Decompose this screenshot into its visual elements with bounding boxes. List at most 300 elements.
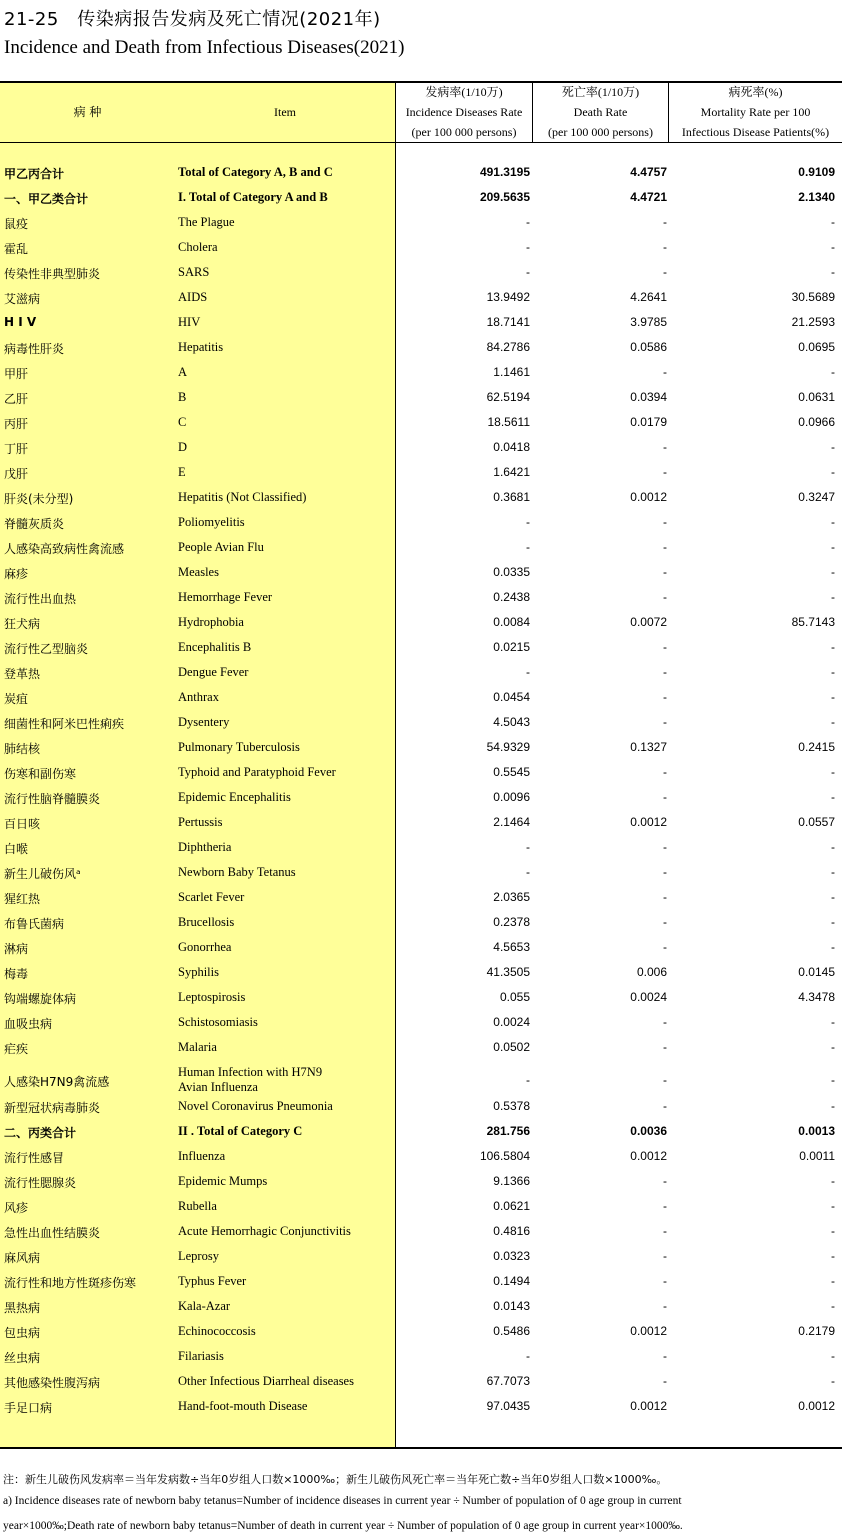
disease-name-en: Anthrax bbox=[178, 690, 219, 704]
incidence-rate-value: 0.2438 bbox=[493, 590, 530, 604]
death-rate-value: 4.2641 bbox=[630, 290, 667, 304]
table-row bbox=[0, 765, 842, 790]
disease-name-en: AIDS bbox=[178, 290, 208, 304]
header-mortality-unit: Infectious Disease Patients(%) bbox=[681, 125, 830, 139]
table-row bbox=[0, 590, 842, 615]
disease-name-en: Diphtheria bbox=[178, 840, 232, 854]
disease-name-cn: 淋病 bbox=[4, 942, 29, 956]
incidence-rate-value: 0.4816 bbox=[493, 1224, 530, 1238]
death-rate-value: - bbox=[663, 540, 667, 554]
mortality-rate-value: - bbox=[831, 640, 835, 654]
disease-name-en: HIV bbox=[178, 315, 201, 329]
table-row bbox=[0, 440, 842, 465]
death-rate-value: 0.0036 bbox=[630, 1124, 667, 1138]
mortality-rate-value: 30.5689 bbox=[791, 290, 835, 304]
death-rate-value: - bbox=[663, 465, 667, 479]
disease-name-cn: 麻风病 bbox=[4, 1251, 41, 1265]
disease-name-cn: 布鲁氏菌病 bbox=[4, 917, 65, 931]
death-rate-value: 0.0394 bbox=[630, 390, 667, 404]
disease-name-en: Leprosy bbox=[178, 1249, 219, 1263]
mortality-rate-value: - bbox=[831, 565, 835, 579]
death-rate-value: - bbox=[663, 1224, 667, 1238]
disease-name-en: Poliomyelitis bbox=[178, 515, 245, 529]
death-rate-value: - bbox=[663, 765, 667, 779]
death-rate-value: - bbox=[663, 1299, 667, 1313]
death-rate-value: - bbox=[663, 1274, 667, 1288]
table-row bbox=[0, 1249, 842, 1274]
mortality-rate-value: 0.2179 bbox=[798, 1324, 835, 1338]
disease-name-en: Acute Hemorrhagic Conjunctivitis bbox=[178, 1224, 351, 1238]
mortality-rate-value: - bbox=[831, 365, 835, 379]
disease-name-cn: 血吸虫病 bbox=[4, 1017, 53, 1031]
header-item-en: Item bbox=[274, 105, 296, 119]
incidence-rate-value: 13.9492 bbox=[486, 290, 530, 304]
disease-name-cn: 传染性非典型肺炎 bbox=[4, 267, 101, 281]
incidence-rate-value: 67.7073 bbox=[486, 1374, 530, 1388]
header-incidence-cn: 发病率(1/10万) bbox=[425, 85, 503, 99]
disease-name-cn: 登革热 bbox=[4, 667, 41, 681]
disease-name-en: C bbox=[178, 415, 187, 429]
disease-name-en: Hand-foot-mouth Disease bbox=[178, 1399, 308, 1413]
death-rate-value: 0.0024 bbox=[630, 990, 667, 1004]
death-rate-value: - bbox=[663, 440, 667, 454]
mortality-rate-value: - bbox=[831, 865, 835, 879]
table-row bbox=[0, 1374, 842, 1399]
death-rate-value: - bbox=[663, 690, 667, 704]
incidence-rate-value: 62.5194 bbox=[486, 390, 530, 404]
table-title-en: Incidence and Death from Infectious Diseases(2021) bbox=[4, 37, 405, 58]
death-rate-value: - bbox=[663, 665, 667, 679]
disease-name-cn: 流行性腮腺炎 bbox=[4, 1176, 77, 1190]
header-death-cn: 死亡率(1/10万) bbox=[561, 85, 640, 99]
disease-name-cn: 炭疽 bbox=[4, 692, 29, 706]
death-rate-value: - bbox=[663, 1040, 667, 1054]
footnote-cn: 注：新生儿破伤风发病率＝当年发病数÷当年0岁组人口数×1000‰；新生儿破伤风死亡率＝当年死亡数÷当年0岁组人口数×1000‰。 bbox=[3, 1473, 668, 1486]
death-rate-value: 3.9785 bbox=[630, 315, 667, 329]
header-mortality-en: Mortality Rate per 100 bbox=[700, 105, 811, 119]
death-rate-value: 0.006 bbox=[636, 965, 667, 979]
disease-name-cn: 艾滋病 bbox=[4, 292, 41, 306]
incidence-rate-value: 41.3505 bbox=[486, 965, 530, 979]
disease-name-en-line2: Avian Influenza bbox=[178, 1080, 258, 1094]
incidence-rate-value: 0.2378 bbox=[493, 915, 530, 929]
incidence-rate-value: 0.0096 bbox=[493, 790, 530, 804]
incidence-rate-value: 0.0335 bbox=[493, 565, 530, 579]
table-row bbox=[0, 840, 842, 865]
incidence-rate-value: 4.5043 bbox=[493, 715, 530, 729]
disease-name-en: Encephalitis B bbox=[178, 640, 252, 654]
death-rate-value: 0.1327 bbox=[630, 740, 667, 754]
mortality-rate-value: 0.0695 bbox=[798, 340, 835, 354]
disease-name-cn: 黑热病 bbox=[4, 1301, 41, 1315]
death-rate-value: - bbox=[663, 640, 667, 654]
table-row bbox=[0, 990, 842, 1015]
incidence-rate-value: 0.0215 bbox=[493, 640, 530, 654]
death-rate-value: - bbox=[663, 1349, 667, 1363]
disease-name-cn: 肝炎(未分型) bbox=[4, 492, 74, 506]
table-row bbox=[0, 690, 842, 715]
incidence-rate-value: 0.0502 bbox=[493, 1040, 530, 1054]
table-row bbox=[0, 1174, 842, 1199]
mortality-rate-value: - bbox=[831, 840, 835, 854]
disease-name-en: The Plague bbox=[178, 215, 235, 229]
incidence-rate-value: - bbox=[526, 1349, 530, 1363]
mortality-rate-value: - bbox=[831, 1099, 835, 1113]
mortality-rate-value: - bbox=[831, 1299, 835, 1313]
footnote-en-line1: a) Incidence diseases rate of newborn baby tetanus=Number of incidence diseases in current year ÷ Number of population of 0 age group in current bbox=[3, 1495, 682, 1507]
footnote-en-line2: year×1000‰;Death rate of newborn baby tetanus=Number of death in current year ÷ Number of population of 0 age group in current year×1000‰. bbox=[3, 1520, 683, 1532]
disease-name-cn: 风疹 bbox=[4, 1201, 29, 1215]
table-row bbox=[0, 740, 842, 765]
incidence-rate-value: - bbox=[526, 865, 530, 879]
death-rate-value: - bbox=[663, 1015, 667, 1029]
incidence-rate-value: 18.7141 bbox=[486, 315, 530, 329]
death-rate-value: - bbox=[663, 240, 667, 254]
mortality-rate-value: 0.0012 bbox=[798, 1399, 835, 1413]
disease-name-en: II . Total of Category C bbox=[178, 1124, 303, 1138]
table-row bbox=[0, 1299, 842, 1324]
disease-name-cn: 伤寒和副伤寒 bbox=[4, 767, 77, 781]
table-row bbox=[0, 390, 842, 415]
mortality-rate-value: 0.0145 bbox=[798, 965, 835, 979]
death-rate-value: 4.4757 bbox=[630, 165, 667, 179]
incidence-rate-value: - bbox=[526, 540, 530, 554]
disease-name-en: Echinococcosis bbox=[178, 1324, 256, 1338]
disease-name-cn: 手足口病 bbox=[4, 1401, 53, 1415]
table-row bbox=[0, 1065, 842, 1100]
incidence-rate-value: 97.0435 bbox=[486, 1399, 530, 1413]
disease-name-cn: 猩红热 bbox=[4, 892, 41, 906]
disease-name-en: Leptospirosis bbox=[178, 990, 246, 1004]
disease-name-en: B bbox=[178, 390, 187, 404]
mortality-rate-value: - bbox=[831, 1040, 835, 1054]
mortality-rate-value: - bbox=[831, 765, 835, 779]
death-rate-value: - bbox=[663, 215, 667, 229]
disease-name-cn: 流行性乙型脑炎 bbox=[4, 642, 89, 656]
table-row bbox=[0, 865, 842, 890]
mortality-rate-value: 21.2593 bbox=[791, 315, 835, 329]
table-row bbox=[0, 490, 842, 515]
table-row bbox=[0, 565, 842, 590]
disease-name-cn: 乙肝 bbox=[4, 392, 29, 406]
table-row bbox=[0, 265, 842, 290]
disease-name-en: Filariasis bbox=[178, 1349, 224, 1363]
mortality-rate-value: - bbox=[831, 1224, 835, 1238]
disease-name-cn: 霍乱 bbox=[4, 242, 29, 256]
incidence-rate-value: 0.5486 bbox=[493, 1324, 530, 1338]
incidence-rate-value: - bbox=[526, 1073, 530, 1087]
death-rate-value: - bbox=[663, 1249, 667, 1263]
table-row bbox=[0, 315, 842, 340]
incidence-rate-value: 106.5804 bbox=[479, 1149, 530, 1163]
disease-name-en: E bbox=[178, 465, 186, 479]
table-row bbox=[0, 215, 842, 240]
mortality-rate-value: - bbox=[831, 1274, 835, 1288]
death-rate-value: 0.0072 bbox=[630, 615, 667, 629]
mortality-rate-value: - bbox=[831, 540, 835, 554]
death-rate-value: 0.0012 bbox=[630, 490, 667, 504]
table-row bbox=[0, 1149, 842, 1174]
disease-name-cn: 肺结核 bbox=[4, 742, 41, 756]
disease-name-en: Brucellosis bbox=[178, 915, 235, 929]
table-row bbox=[0, 1124, 842, 1149]
mortality-rate-value: - bbox=[831, 1015, 835, 1029]
incidence-rate-value: 0.0454 bbox=[493, 690, 530, 704]
table-title-cn: 21-25 传染病报告发病及死亡情况(2021年) bbox=[4, 9, 381, 30]
incidence-rate-value: 0.5545 bbox=[493, 765, 530, 779]
disease-name-cn: 新型冠状病毒肺炎 bbox=[4, 1101, 101, 1115]
disease-name-cn: 丙肝 bbox=[4, 417, 29, 431]
disease-name-cn: 二、丙类合计 bbox=[4, 1126, 77, 1140]
mortality-rate-value: 4.3478 bbox=[798, 990, 835, 1004]
table-row bbox=[0, 1224, 842, 1249]
death-rate-value: - bbox=[663, 265, 667, 279]
disease-name-en: Malaria bbox=[178, 1040, 217, 1054]
disease-name-en: Total of Category A, B and C bbox=[178, 165, 333, 179]
disease-name-cn: 白喉 bbox=[4, 842, 29, 856]
disease-name-cn: 流行性出血热 bbox=[4, 592, 77, 606]
disease-name-cn: 流行性感冒 bbox=[4, 1151, 65, 1165]
disease-name-en: Scarlet Fever bbox=[178, 890, 245, 904]
disease-name-en: People Avian Flu bbox=[178, 540, 264, 554]
table-row bbox=[0, 1274, 842, 1299]
mortality-rate-value: - bbox=[831, 590, 835, 604]
header-incidence-unit: (per 100 000 persons) bbox=[411, 125, 517, 139]
disease-name-en: A bbox=[178, 365, 188, 379]
disease-name-cn: 戊肝 bbox=[4, 467, 29, 481]
mortality-rate-value: - bbox=[831, 665, 835, 679]
incidence-rate-value: 0.0084 bbox=[493, 615, 530, 629]
incidence-rate-value: 18.5611 bbox=[487, 415, 530, 429]
mortality-rate-value: 0.9109 bbox=[798, 165, 835, 179]
incidence-rate-value: 0.055 bbox=[499, 990, 530, 1004]
death-rate-value: 0.0586 bbox=[630, 340, 667, 354]
incidence-rate-value: 0.3681 bbox=[493, 490, 530, 504]
table-row bbox=[0, 415, 842, 440]
header-death-en: Death Rate bbox=[573, 105, 628, 119]
disease-name-en: Hepatitis bbox=[178, 340, 224, 354]
table-bottom-border bbox=[0, 1447, 842, 1449]
disease-name-cn: 脊髓灰质炎 bbox=[4, 517, 65, 531]
death-rate-value: - bbox=[663, 1099, 667, 1113]
table-row bbox=[0, 615, 842, 640]
mortality-rate-value: - bbox=[831, 940, 835, 954]
table-row bbox=[0, 665, 842, 690]
mortality-rate-value: 2.1340 bbox=[798, 190, 835, 204]
table-row bbox=[0, 465, 842, 490]
disease-name-cn: 梅毒 bbox=[4, 967, 29, 981]
table-row bbox=[0, 790, 842, 815]
table-row bbox=[0, 1324, 842, 1349]
death-rate-value: - bbox=[663, 790, 667, 804]
disease-name-en: Typhus Fever bbox=[178, 1274, 247, 1288]
death-rate-value: - bbox=[663, 1174, 667, 1188]
table-row bbox=[0, 915, 842, 940]
disease-name-cn: 丝虫病 bbox=[4, 1351, 41, 1365]
disease-name-cn: 狂犬病 bbox=[4, 617, 41, 631]
incidence-rate-value: - bbox=[526, 665, 530, 679]
death-rate-value: 0.0012 bbox=[630, 1149, 667, 1163]
mortality-rate-value: - bbox=[831, 265, 835, 279]
death-rate-value: - bbox=[663, 1073, 667, 1087]
table-row bbox=[0, 1040, 842, 1065]
mortality-rate-value: 0.3247 bbox=[798, 490, 835, 504]
table-row bbox=[0, 940, 842, 965]
disease-name-en: SARS bbox=[178, 265, 210, 279]
disease-name-en: Hemorrhage Fever bbox=[178, 590, 273, 604]
disease-name-cn: 细菌性和阿米巴性痢疾 bbox=[4, 717, 125, 731]
table-row bbox=[0, 640, 842, 665]
mortality-rate-value: - bbox=[831, 1073, 835, 1087]
incidence-rate-value: 0.0323 bbox=[493, 1249, 530, 1263]
mortality-rate-value: - bbox=[831, 1199, 835, 1213]
header-mortality-cn: 病死率(%) bbox=[728, 85, 783, 99]
disease-name-en: Epidemic Mumps bbox=[178, 1174, 268, 1188]
disease-name-en: Typhoid and Paratyphoid Fever bbox=[178, 765, 336, 779]
disease-name-cn: 钩端螺旋体病 bbox=[4, 992, 77, 1006]
disease-name-en: Epidemic Encephalitis bbox=[178, 790, 291, 804]
disease-name-cn: 麻疹 bbox=[4, 567, 29, 581]
incidence-rate-value: 0.5378 bbox=[493, 1099, 530, 1113]
disease-name-en: Dysentery bbox=[178, 715, 230, 729]
incidence-rate-value: 0.1494 bbox=[493, 1274, 530, 1288]
incidence-rate-value: 0.0621 bbox=[493, 1199, 530, 1213]
incidence-rate-value: 4.5653 bbox=[493, 940, 530, 954]
header-disease-cn: 病 种 bbox=[73, 105, 102, 119]
incidence-rate-value: 281.756 bbox=[486, 1124, 530, 1138]
mortality-rate-value: - bbox=[831, 440, 835, 454]
disease-name-cn: 病毒性肝炎 bbox=[4, 342, 65, 356]
disease-name-cn: 急性出血性结膜炎 bbox=[4, 1226, 101, 1240]
disease-name-en: Pertussis bbox=[178, 815, 223, 829]
table-row bbox=[0, 815, 842, 840]
disease-name-cn: 其他感染性腹泻病 bbox=[4, 1376, 101, 1390]
incidence-rate-value: - bbox=[526, 215, 530, 229]
table-row bbox=[0, 715, 842, 740]
death-rate-value: - bbox=[663, 940, 667, 954]
disease-name-cn: 一、甲乙类合计 bbox=[4, 192, 89, 206]
disease-name-cn: H I V bbox=[4, 315, 37, 329]
incidence-rate-value: 9.1366 bbox=[493, 1174, 530, 1188]
mortality-rate-value: 0.2415 bbox=[798, 740, 835, 754]
incidence-rate-value: - bbox=[526, 840, 530, 854]
disease-name-cn: 包虫病 bbox=[4, 1326, 41, 1340]
death-rate-value: - bbox=[663, 715, 667, 729]
disease-name-cn: 流行性脑脊髓膜炎 bbox=[4, 792, 101, 806]
table-row bbox=[0, 165, 842, 190]
mortality-rate-value: - bbox=[831, 240, 835, 254]
death-rate-value: 0.0012 bbox=[630, 815, 667, 829]
mortality-rate-value: 0.0557 bbox=[798, 815, 835, 829]
mortality-rate-value: - bbox=[831, 890, 835, 904]
incidence-rate-value: 2.0365 bbox=[493, 890, 530, 904]
death-rate-value: - bbox=[663, 840, 667, 854]
disease-name-en: Rubella bbox=[178, 1199, 217, 1213]
incidence-rate-value: 209.5635 bbox=[479, 190, 530, 204]
death-rate-value: - bbox=[663, 1199, 667, 1213]
table-row bbox=[0, 1199, 842, 1224]
mortality-rate-value: - bbox=[831, 515, 835, 529]
death-rate-value: - bbox=[663, 915, 667, 929]
disease-name-en: Schistosomiasis bbox=[178, 1015, 258, 1029]
disease-name-en: Influenza bbox=[178, 1149, 226, 1163]
incidence-rate-value: 491.3195 bbox=[479, 165, 530, 179]
mortality-rate-value: 0.0631 bbox=[798, 390, 835, 404]
incidence-rate-value: - bbox=[526, 265, 530, 279]
mortality-rate-value: 0.0966 bbox=[798, 415, 835, 429]
disease-name-en: Gonorrhea bbox=[178, 940, 232, 954]
incidence-rate-value: 2.1464 bbox=[493, 815, 530, 829]
disease-name-cn: 人感染高致病性禽流感 bbox=[4, 542, 125, 556]
mortality-rate-value: - bbox=[831, 1174, 835, 1188]
death-rate-value: - bbox=[663, 890, 667, 904]
mortality-rate-value: - bbox=[831, 465, 835, 479]
mortality-rate-value: - bbox=[831, 215, 835, 229]
disease-name-en: Syphilis bbox=[178, 965, 219, 979]
disease-name-en: Cholera bbox=[178, 240, 218, 254]
incidence-rate-value: 84.2786 bbox=[486, 340, 530, 354]
disease-name-en: Hydrophobia bbox=[178, 615, 244, 629]
mortality-rate-value: 0.0011 bbox=[799, 1149, 835, 1163]
table-row bbox=[0, 340, 842, 365]
mortality-rate-value: - bbox=[831, 915, 835, 929]
table-row bbox=[0, 515, 842, 540]
table-row bbox=[0, 240, 842, 265]
incidence-rate-value: 0.0024 bbox=[493, 1015, 530, 1029]
disease-name-cn: 新生儿破伤风ᵃ bbox=[4, 867, 81, 881]
disease-name-cn: 甲乙丙合计 bbox=[4, 167, 65, 181]
table-row bbox=[0, 1015, 842, 1040]
mortality-rate-value: 0.0013 bbox=[798, 1124, 835, 1138]
death-rate-value: - bbox=[663, 515, 667, 529]
mortality-rate-value: - bbox=[831, 1374, 835, 1388]
death-rate-value: 4.4721 bbox=[630, 190, 667, 204]
incidence-rate-value: 54.9329 bbox=[486, 740, 530, 754]
mortality-rate-value: - bbox=[831, 690, 835, 704]
incidence-rate-value: - bbox=[526, 240, 530, 254]
disease-name-en: D bbox=[178, 440, 188, 454]
disease-name-cn: 人感染H7N9禽流感 bbox=[4, 1075, 110, 1089]
header-death-unit: (per 100 000 persons) bbox=[548, 125, 653, 139]
table-row bbox=[0, 1349, 842, 1374]
death-rate-value: - bbox=[663, 565, 667, 579]
mortality-rate-value: 85.7143 bbox=[791, 615, 835, 629]
death-rate-value: 0.0012 bbox=[630, 1399, 667, 1413]
disease-name-cn: 流行性和地方性斑疹伤寒 bbox=[4, 1276, 137, 1290]
disease-name-cn: 丁肝 bbox=[4, 442, 29, 456]
disease-name-en: Hepatitis (Not Classified) bbox=[178, 490, 307, 504]
header-bottom-border bbox=[0, 142, 842, 143]
disease-name-en: Measles bbox=[178, 565, 219, 579]
table-row bbox=[0, 1399, 842, 1424]
disease-name-cn: 百日咳 bbox=[4, 817, 41, 831]
disease-name-cn: 疟疾 bbox=[4, 1042, 29, 1056]
incidence-rate-value: 0.0418 bbox=[493, 440, 530, 454]
death-rate-value: 0.0012 bbox=[630, 1324, 667, 1338]
death-rate-value: - bbox=[663, 1374, 667, 1388]
disease-name-cn: 鼠疫 bbox=[4, 217, 29, 231]
table-row bbox=[0, 1099, 842, 1124]
disease-name-en: Novel Coronavirus Pneumonia bbox=[178, 1099, 333, 1113]
table-row bbox=[0, 965, 842, 990]
table-row bbox=[0, 190, 842, 215]
death-rate-value: 0.0179 bbox=[630, 415, 667, 429]
death-rate-value: - bbox=[663, 590, 667, 604]
disease-name-en: Pulmonary Tuberculosis bbox=[178, 740, 300, 754]
death-rate-value: - bbox=[663, 865, 667, 879]
mortality-rate-value: - bbox=[831, 790, 835, 804]
mortality-rate-value: - bbox=[831, 1349, 835, 1363]
